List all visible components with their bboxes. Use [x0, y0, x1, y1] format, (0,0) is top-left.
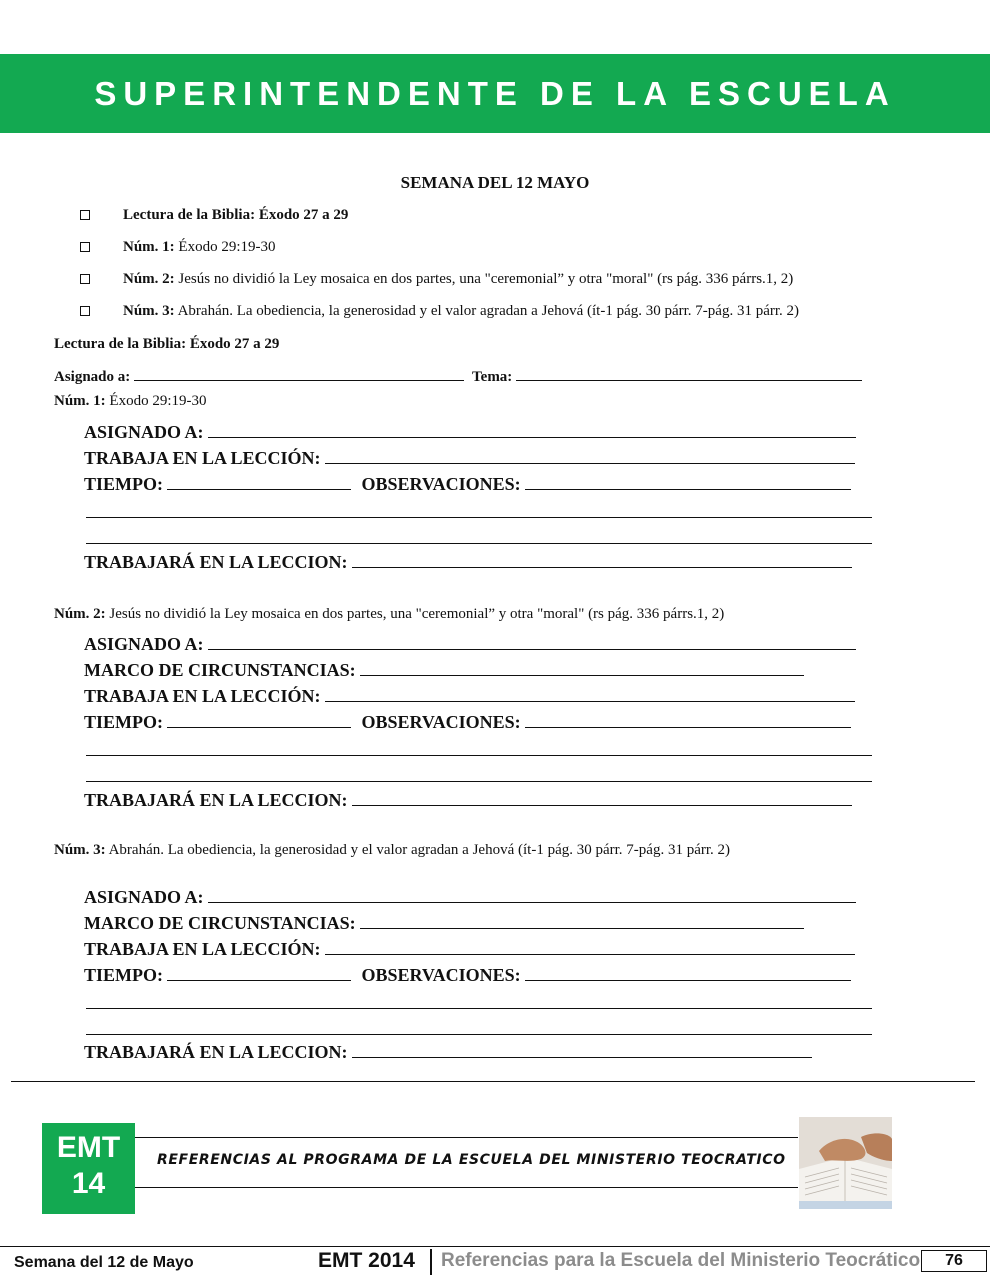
part-label: Núm. 3: [54, 842, 106, 858]
part-text: Abrahán. La obediencia, la generosidad y el valor agradan a Jehová (ít-1 pág. 30 párr. 7-pág. 31 párr. 2) [105, 842, 731, 858]
assigned-label: ASIGNADO A: [84, 422, 204, 442]
bible-reading-title: Lectura de la Biblia: Éxodo 27 a 29 [54, 336, 280, 352]
observations-input-line[interactable] [525, 475, 851, 490]
observations-extra-line[interactable] [86, 781, 872, 782]
observations-extra-line[interactable] [86, 755, 872, 756]
checklist-label: Núm. 3: [123, 303, 175, 319]
part-2-working-row [84, 686, 855, 707]
checkbox-part-3[interactable] [80, 306, 90, 316]
working-on-input-line[interactable] [325, 940, 855, 955]
bible-reading-assignment-row [54, 366, 862, 386]
header-banner [0, 54, 990, 133]
emt-badge-label: EMT [56, 1131, 121, 1164]
assigned-input-line[interactable] [134, 366, 464, 381]
working-on-input-line[interactable] [325, 449, 855, 464]
checklist-label: Núm. 1: [123, 239, 175, 255]
emt-badge-number: 14 [71, 1167, 106, 1200]
part-2-time-row [84, 712, 851, 733]
checkbox-bible-reading[interactable] [80, 210, 90, 220]
part-3-time-row [84, 965, 851, 986]
observations-label: OBSERVACIONES: [361, 965, 521, 985]
working-on-label: TRABAJA EN LA LECCIÓN: [84, 939, 321, 959]
observations-label: OBSERVACIONES: [361, 712, 521, 732]
banner-rule-top [135, 1137, 798, 1138]
part-3-assigned-row [84, 887, 856, 908]
part-label: Núm. 2: [54, 606, 106, 622]
working-on-label: TRABAJA EN LA LECCIÓN: [84, 686, 321, 706]
part-text: Jesús no dividió la Ley mosaica en dos partes, una "ceremonial” y otra "moral" (rs pág. 336 párrs.1, 2) [105, 606, 725, 622]
time-label: TIEMPO: [84, 965, 163, 985]
open-bible-image [799, 1117, 892, 1209]
theme-label: Tema: [472, 369, 513, 385]
part-text: Éxodo 29:19-30 [105, 393, 207, 409]
references-banner-text: REFERENCIAS AL PROGRAMA DE LA ESCUELA DEL MINISTERIO TEOCRATICO [157, 1152, 786, 1168]
part-1-time-row [84, 474, 851, 495]
time-input-line[interactable] [167, 966, 351, 981]
next-lesson-input-line[interactable] [352, 553, 852, 568]
week-title: SEMANA DEL 12 MAYO [400, 173, 590, 192]
checklist-text: Jesús no dividió la Ley mosaica en dos partes, una "ceremonial” y otra "moral" (rs pág. 336 párrs.1, 2) [174, 271, 794, 287]
part-1-assigned-row [84, 422, 856, 443]
part-1-working-row [84, 448, 855, 469]
theme-input-line[interactable] [516, 366, 862, 381]
next-lesson-input-line[interactable] [352, 1043, 812, 1058]
part-3-heading [54, 842, 730, 859]
checklist-label: Núm. 2: [123, 271, 175, 287]
part-1-next-lesson-row [84, 552, 852, 573]
footer-emt: EMT 2014 [318, 1249, 415, 1272]
time-label: TIEMPO: [84, 474, 163, 494]
next-lesson-label: TRABAJARÁ EN LA LECCION: [84, 1042, 348, 1062]
part-3-next-lesson-row [84, 1042, 812, 1063]
assigned-label: Asignado a: [54, 369, 131, 385]
observations-extra-line[interactable] [86, 1034, 872, 1035]
part-2-next-lesson-row [84, 790, 852, 811]
footer-rule [0, 1246, 990, 1247]
part-2-setting-row [84, 660, 804, 681]
part-3-setting-row [84, 913, 804, 934]
checkbox-part-2[interactable] [80, 274, 90, 284]
observations-extra-line[interactable] [86, 543, 872, 544]
setting-input-line[interactable] [360, 661, 804, 676]
observations-extra-line[interactable] [86, 517, 872, 518]
part-3-working-row [84, 939, 855, 960]
checklist-text: Éxodo 29:19-30 [174, 239, 276, 255]
setting-label: MARCO DE CIRCUNSTANCIAS: [84, 660, 356, 680]
emt-badge [42, 1123, 135, 1214]
next-lesson-label: TRABAJARÁ EN LA LECCION: [84, 790, 348, 810]
next-lesson-input-line[interactable] [352, 791, 852, 806]
checklist-item-part-3 [123, 303, 799, 320]
time-input-line[interactable] [167, 713, 351, 728]
setting-input-line[interactable] [360, 914, 804, 929]
part-2-heading [54, 606, 724, 623]
page-number: 76 [921, 1250, 987, 1272]
next-lesson-label: TRABAJARÁ EN LA LECCION: [84, 552, 348, 572]
page-title: SUPERINTENDENTE DE LA ESCUELA [94, 74, 896, 112]
checklist-item-part-1 [123, 239, 276, 256]
working-on-input-line[interactable] [325, 687, 855, 702]
banner-rule-bottom [135, 1187, 798, 1188]
footer-separator [430, 1249, 432, 1275]
working-on-label: TRABAJA EN LA LECCIÓN: [84, 448, 321, 468]
part-1-heading [54, 393, 207, 410]
observations-input-line[interactable] [525, 713, 851, 728]
observations-input-line[interactable] [525, 966, 851, 981]
assigned-input-line[interactable] [208, 635, 856, 650]
footer-week: Semana del 12 de Mayo [14, 1254, 194, 1271]
assigned-input-line[interactable] [208, 888, 856, 903]
assigned-label: ASIGNADO A: [84, 887, 204, 907]
part-label: Núm. 1: [54, 393, 106, 409]
section-divider [11, 1081, 975, 1082]
checklist-label: Lectura de la Biblia: Éxodo 27 a 29 [123, 207, 349, 223]
time-input-line[interactable] [167, 475, 351, 490]
part-2-assigned-row [84, 634, 856, 655]
assigned-input-line[interactable] [208, 423, 856, 438]
footer-references: Referencias para la Escuela del Ministerio Teocrático [441, 1250, 921, 1271]
setting-label: MARCO DE CIRCUNSTANCIAS: [84, 913, 356, 933]
checklist-text: Abrahán. La obediencia, la generosidad y el valor agradan a Jehová (ít-1 pág. 30 párr. 7-pág. 31 párr. 2) [174, 303, 800, 319]
observations-extra-line[interactable] [86, 1008, 872, 1009]
open-bible-icon [799, 1117, 892, 1209]
observations-label: OBSERVACIONES: [361, 474, 521, 494]
checkbox-part-1[interactable] [80, 242, 90, 252]
checklist-item-bible-reading [123, 207, 348, 224]
time-label: TIEMPO: [84, 712, 163, 732]
checklist-item-part-2 [123, 271, 793, 288]
assigned-label: ASIGNADO A: [84, 634, 204, 654]
